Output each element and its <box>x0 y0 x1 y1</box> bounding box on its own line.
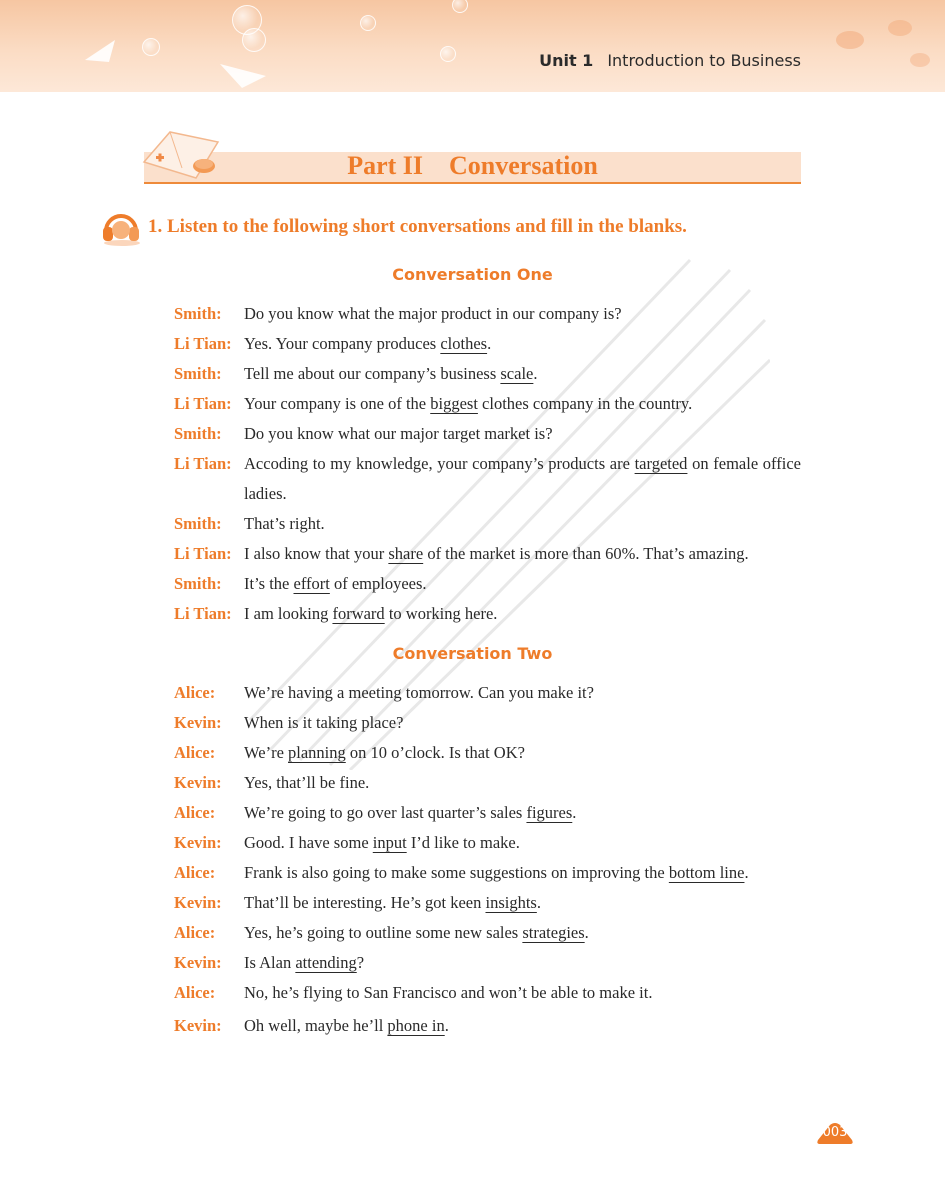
running-header <box>539 51 801 70</box>
dialogue-line <box>174 858 801 888</box>
utterance-text: . <box>572 803 577 822</box>
utterance-text: Oh well, maybe he’ll <box>244 1016 388 1035</box>
speaker-label: Li Tian: <box>174 544 232 563</box>
utterance-text: We’re going to go over last quarter’s sales <box>244 803 527 822</box>
utterance-text: I also know that your <box>244 544 389 563</box>
answer-blank: strategies <box>522 923 585 942</box>
speaker-label: Kevin: <box>174 1016 222 1035</box>
utterance <box>244 599 801 629</box>
speaker-label: Li Tian: <box>174 604 232 623</box>
dialogue-line <box>174 1011 801 1041</box>
utterance-text: Do you know what the major product in our company is? <box>244 304 622 323</box>
utterance <box>244 569 801 599</box>
utterance-text: Your company is one of the <box>244 394 431 413</box>
petal-decoration <box>820 10 940 70</box>
answer-blank: phone in <box>387 1016 445 1035</box>
utterance-text: of the market is more than 60%. That’s amazing. <box>423 544 749 563</box>
utterance-text: on 10 o’clock. Is that OK? <box>345 743 525 762</box>
utterance-text: . <box>444 1016 449 1035</box>
utterance <box>244 449 801 509</box>
speaker-label: Smith: <box>174 304 222 323</box>
bubble-decoration <box>440 46 456 62</box>
answer-blank: attending <box>295 953 357 972</box>
conversation-title: Conversation One <box>392 265 553 284</box>
utterance-text: Yes, he’s going to outline some new sales <box>244 923 523 942</box>
utterance-text: to working here. <box>384 604 498 623</box>
utterance <box>244 858 801 888</box>
dialogue-line <box>174 828 801 858</box>
utterance-text: Accoding to my knowledge, your company’s products are <box>244 454 635 473</box>
utterance-text: I’d like to make. <box>406 833 520 852</box>
utterance-text: clothes company in the country. <box>477 394 693 413</box>
task-text: 1. Listen to the following short conversations and fill in the blanks. <box>148 216 687 237</box>
speaker-label: Kevin: <box>174 833 222 852</box>
utterance-text: . <box>744 863 749 882</box>
speaker-label: Smith: <box>174 514 222 533</box>
utterance-text: Tell me about our company’s business <box>244 364 501 383</box>
page-number: 003 <box>822 1125 848 1140</box>
dialogue-line <box>174 449 801 509</box>
speaker-label: Kevin: <box>174 893 222 912</box>
answer-blank: figures <box>526 803 573 822</box>
section-header-bar <box>144 152 801 184</box>
utterance-text: No, he’s flying to San Francisco and won’t be able to make it. <box>244 983 653 1002</box>
answer-blank: scale <box>500 364 534 383</box>
speaker-label: Kevin: <box>174 773 222 792</box>
dialogue-line <box>174 419 801 449</box>
bubble-decoration <box>360 15 376 31</box>
utterance-text: ? <box>356 953 365 972</box>
book-and-cup-icon <box>140 126 224 182</box>
speaker-label: Alice: <box>174 983 216 1002</box>
utterance <box>244 509 801 539</box>
dialogue-line <box>174 509 801 539</box>
utterance-text: That’ll be interesting. He’s got keen <box>244 893 486 912</box>
utterance-text: Good. I have some <box>244 833 373 852</box>
headphones-icon <box>100 207 142 247</box>
speaker-label: Alice: <box>174 923 216 942</box>
paper-plane-icon <box>85 38 125 64</box>
utterance-text: of employees. <box>329 574 427 593</box>
utterance-text: We’re <box>244 743 289 762</box>
speaker-label: Smith: <box>174 424 222 443</box>
dialogue-line <box>174 569 801 599</box>
utterance <box>244 1011 801 1041</box>
conversation-title: Conversation Two <box>392 644 553 663</box>
speaker-label: Li Tian: <box>174 394 232 413</box>
answer-blank: insights <box>485 893 537 912</box>
bubble-decoration <box>452 0 468 13</box>
answer-blank: clothes <box>440 334 488 353</box>
paper-plane-icon <box>220 62 268 88</box>
speaker-label: Smith: <box>174 364 222 383</box>
dialogue-line <box>174 539 801 569</box>
speaker-label: Alice: <box>174 743 216 762</box>
utterance <box>244 948 801 978</box>
utterance-text: . <box>533 364 538 383</box>
unit-title: Introduction to Business <box>607 51 801 70</box>
dialogue-line <box>174 359 801 389</box>
utterance-text: We’re having a meeting tomorrow. Can you make it? <box>244 683 594 702</box>
answer-blank: bottom line <box>668 863 745 882</box>
speaker-label: Smith: <box>174 574 222 593</box>
dialogue-line <box>174 329 801 359</box>
utterance <box>244 798 801 828</box>
speaker-label: Kevin: <box>174 713 222 732</box>
utterance-text: Yes. Your company produces <box>244 334 441 353</box>
dialogue-line <box>174 299 801 329</box>
unit-label: Unit 1 <box>539 51 594 70</box>
dialogue-line <box>174 918 801 948</box>
utterance-text: I am looking <box>244 604 333 623</box>
utterance-text: . <box>487 334 492 353</box>
task-instruction <box>100 207 687 247</box>
speaker-label: Li Tian: <box>174 454 232 473</box>
answer-blank: targeted <box>634 454 688 473</box>
header-banner <box>0 0 945 92</box>
answer-blank: biggest <box>430 394 478 413</box>
speaker-label: Alice: <box>174 803 216 822</box>
dialogue-line <box>174 389 801 419</box>
utterance <box>244 678 801 708</box>
utterance <box>244 768 801 798</box>
dialogue-line <box>174 978 801 1008</box>
dialogue-line <box>174 888 801 918</box>
dialogue-line <box>174 708 801 738</box>
answer-blank: input <box>372 833 407 852</box>
speaker-label: Alice: <box>174 863 216 882</box>
dialogue-line <box>174 768 801 798</box>
utterance-text: That’s right. <box>244 514 325 533</box>
utterance <box>244 738 801 768</box>
bubble-decoration <box>142 38 160 56</box>
dialogue-line <box>174 738 801 768</box>
utterance <box>244 888 801 918</box>
utterance-text: Is Alan <box>244 953 296 972</box>
answer-blank: share <box>388 544 424 563</box>
utterance <box>244 708 801 738</box>
utterance-text: Do you know what our major target market is? <box>244 424 553 443</box>
utterance <box>244 828 801 858</box>
speaker-label: Alice: <box>174 683 216 702</box>
utterance <box>244 978 801 1008</box>
dialogue-line <box>174 678 801 708</box>
dialogue-line <box>174 599 801 629</box>
answer-blank: effort <box>293 574 330 593</box>
utterance-text: Frank is also going to make some suggestions on improving the <box>244 863 669 882</box>
speaker-label: Kevin: <box>174 953 222 972</box>
utterance <box>244 299 801 329</box>
section-title: Part II Conversation <box>347 151 598 180</box>
dialogue-line <box>174 948 801 978</box>
utterance-text: Yes, that’ll be fine. <box>244 773 370 792</box>
speaker-label: Li Tian: <box>174 334 232 353</box>
utterance-text: . <box>584 923 589 942</box>
utterance <box>244 419 801 449</box>
answer-blank: forward <box>332 604 385 623</box>
utterance <box>244 539 801 569</box>
utterance-text: It’s the <box>244 574 294 593</box>
utterance <box>244 329 801 359</box>
utterance <box>244 389 801 419</box>
bubble-decoration <box>242 28 266 52</box>
utterance-text: on female office ladies. <box>244 454 801 503</box>
utterance-text: When is it taking place? <box>244 713 404 732</box>
dialogue-line <box>174 798 801 828</box>
utterance <box>244 918 801 948</box>
utterance-text: . <box>536 893 541 912</box>
utterance <box>244 359 801 389</box>
answer-blank: planning <box>288 743 346 762</box>
